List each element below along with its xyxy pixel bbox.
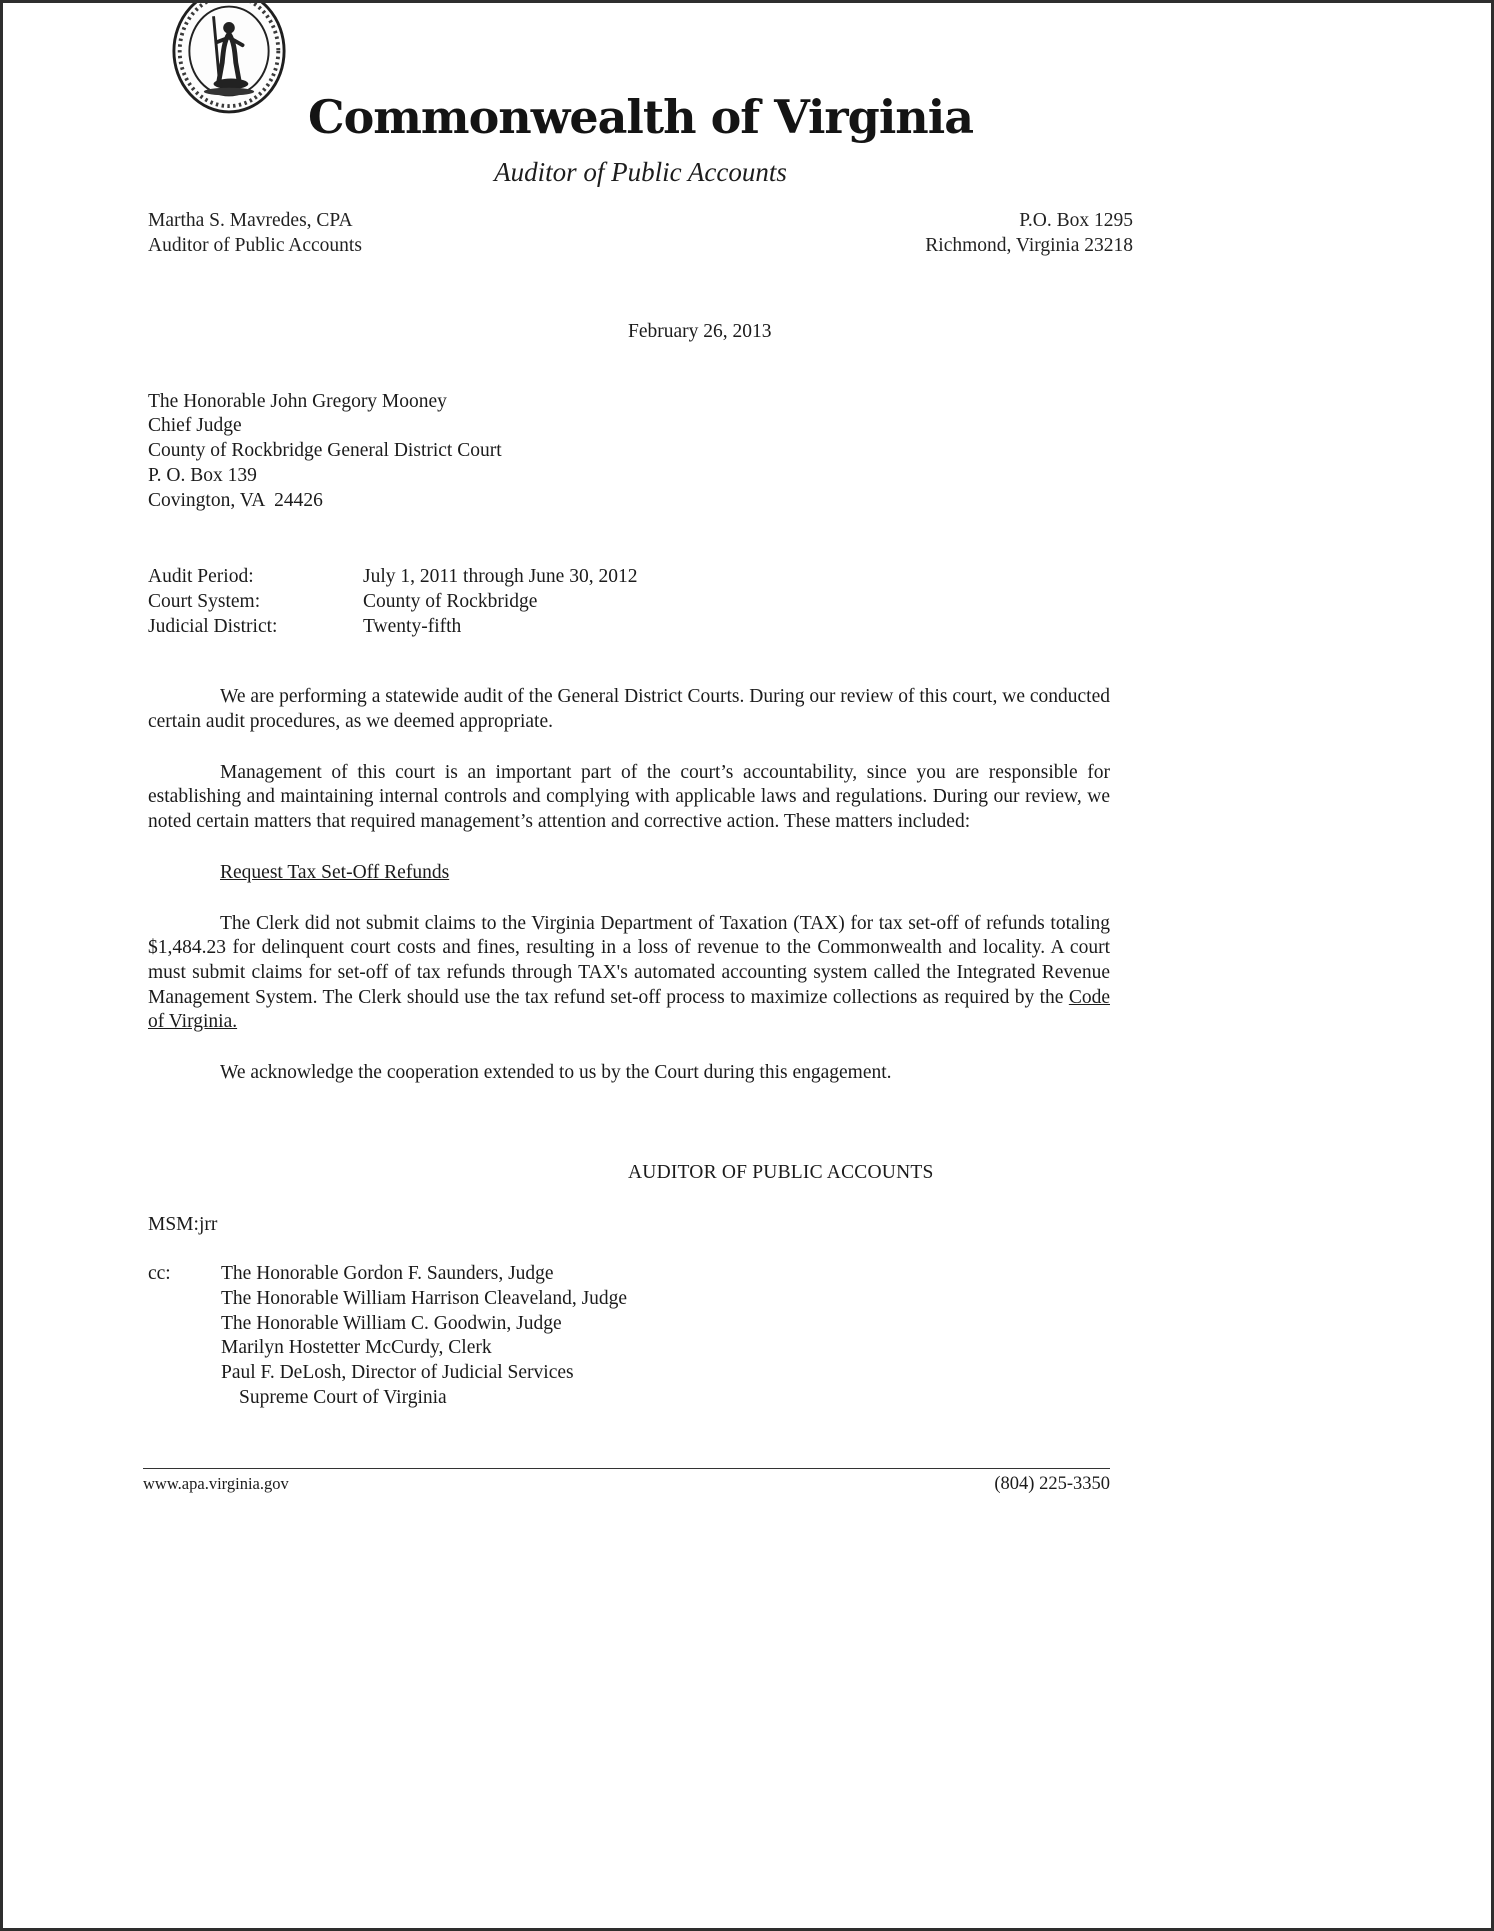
- judicial-district-value: Twenty-fifth: [363, 615, 462, 637]
- recipient-court: County of Rockbridge General District Court: [148, 440, 502, 462]
- finding-heading-text: Request Tax Set-Off Refunds: [220, 861, 450, 883]
- cc-list: [221, 1262, 627, 1410]
- recipient-name: The Honorable John Gregory Mooney: [148, 390, 447, 412]
- letterhead: [3, 3, 1491, 258]
- letterhead-contact-row: [148, 209, 1133, 258]
- signature-org: AUDITOR OF PUBLIC ACCOUNTS: [628, 1161, 934, 1183]
- typist-initials: MSM:jrr: [148, 1214, 218, 1236]
- office-address-block: [925, 209, 1133, 258]
- org-title: Commonwealth of Virginia: [307, 90, 974, 144]
- org-subtitle: Auditor of Public Accounts: [494, 157, 787, 187]
- audit-period-value: July 1, 2011 through June 30, 2012: [363, 566, 638, 588]
- recipient-po-box: P. O. Box 139: [148, 464, 257, 486]
- cc-sub-item: Supreme Court of Virginia: [239, 1386, 447, 1408]
- court-system-label: Court System:: [148, 590, 261, 612]
- recipient-city-state-zip: Covington, VA 24426: [148, 489, 323, 511]
- audit-period-row: [148, 565, 1110, 590]
- recipient-address: [148, 390, 1110, 514]
- recipient-title: Chief Judge: [148, 415, 242, 437]
- page-footer: [143, 1468, 1110, 1495]
- finding-heading: [148, 861, 1110, 886]
- cc-label: cc:: [148, 1263, 171, 1285]
- letterhead-center: [148, 90, 1133, 187]
- office-city-state-zip: Richmond, Virginia 23218: [925, 234, 1133, 256]
- cc-item: The Honorable William C. Goodwin, Judge: [221, 1312, 562, 1334]
- paragraph-management: Management of this court is an important part of the court’s accountability, since you are responsible for establishing and maintaining internal controls and complying with applicable laws and regulations. During our review, we noted certain matters that required management’s attention and corrective action. These matters included:: [148, 761, 1110, 833]
- official-title: Auditor of Public Accounts: [148, 234, 362, 256]
- paragraph-finding-detail: [148, 912, 1110, 1036]
- official-name: Martha S. Mavredes, CPA: [148, 210, 353, 231]
- office-po-box: P.O. Box 1295: [1019, 210, 1133, 231]
- cc-item: The Honorable Gordon F. Saunders, Judge: [221, 1263, 554, 1285]
- cc-item: The Honorable William Harrison Cleaveland, Judge: [221, 1287, 628, 1309]
- cc-item: Paul F. DeLosh, Director of Judicial Services: [221, 1361, 574, 1383]
- audit-period-label: Audit Period:: [148, 566, 254, 588]
- virginia-seal-icon: [171, 0, 287, 115]
- audit-info: [148, 565, 1110, 639]
- cc-item: Marilyn Hostetter McCurdy, Clerk: [221, 1337, 492, 1359]
- official-block: [148, 209, 362, 258]
- finding-detail-text: The Clerk did not submit claims to the Virginia Department of Taxation (TAX) for tax set-off of refunds totaling $1,484.23 for delinquent court costs and fines, resulting in a loss of revenue to the Commonwealth and locality. A court must submit claims for set-off of tax refunds through TAX's automated accounting system called the Integrated Revenue Management System. The Clerk should use the tax refund set-off process to maximize collections as required by the: [148, 912, 1110, 1008]
- cc-block: [148, 1262, 1110, 1410]
- judicial-district-row: [148, 615, 1110, 640]
- letter-body: [148, 320, 1110, 1410]
- paragraph-intro: We are performing a statewide audit of the General District Courts. During our review of this court, we conducted certain audit procedures, as we deemed appropriate.: [148, 686, 1110, 733]
- letter-date: February 26, 2013: [628, 321, 772, 342]
- footer-website: www.apa.virginia.gov: [143, 1474, 289, 1493]
- code-of-virginia-reference: Code of Virginia.: [148, 986, 1110, 1033]
- judicial-district-label: Judicial District:: [148, 615, 278, 637]
- court-system-row: [148, 590, 1110, 615]
- footer-phone: (804) 225-3350: [994, 1474, 1110, 1494]
- paragraph-acknowledgement: We acknowledge the cooperation extended to us by the Court during this engagement.: [220, 1062, 892, 1084]
- court-system-value: County of Rockbridge: [363, 590, 538, 612]
